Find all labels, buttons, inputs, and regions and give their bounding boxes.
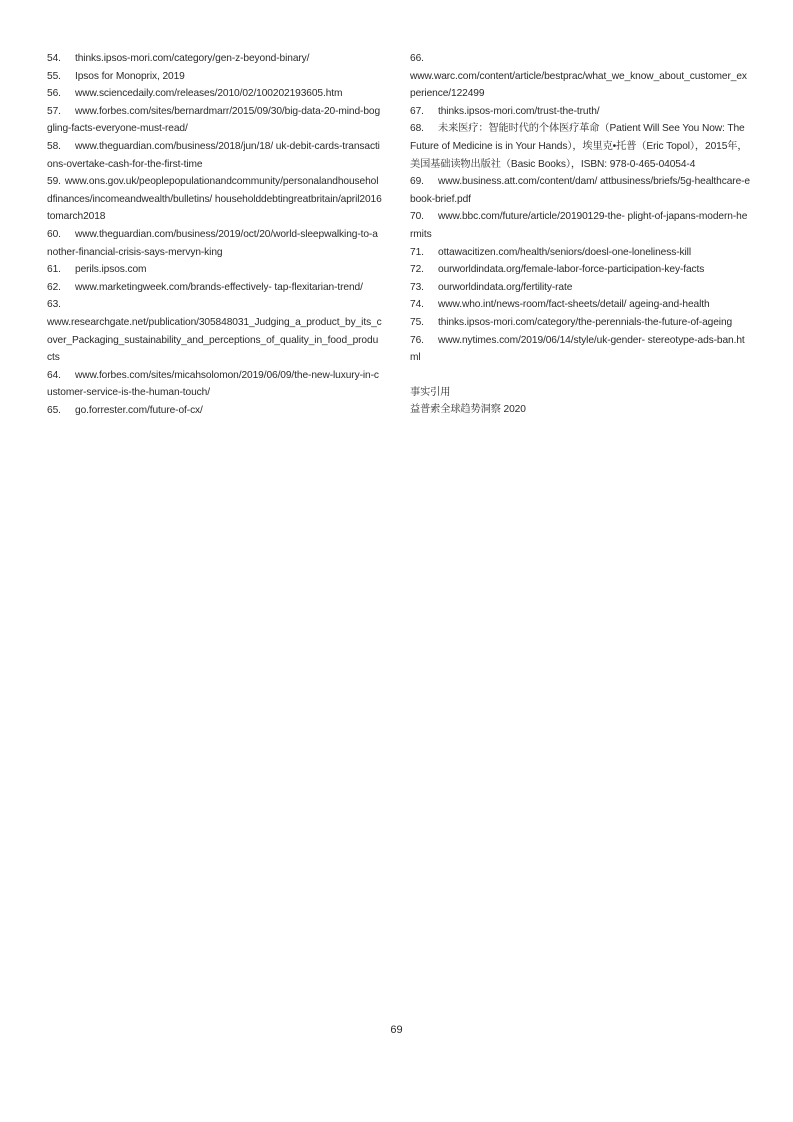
reference-number: 69. <box>410 176 424 188</box>
reference-number: 72. <box>410 264 424 276</box>
reference-number: 71. <box>410 246 424 258</box>
reference-item <box>47 85 383 103</box>
reference-text: www.ons.gov.uk/peoplepopulationandcommunity/personalandhouseholdfinances/incomeandwealth/bulletins/ householddebtingreatbritain/april2016tomarch2018 <box>47 176 382 223</box>
references-right-list <box>410 50 750 367</box>
reference-item <box>47 279 383 297</box>
reference-item <box>410 332 750 367</box>
reference-text: www.forbes.com/sites/bernardmarr/2015/09/30/big-data-20-mind-boggling-facts-everyone-must-read/ <box>47 105 381 135</box>
reference-text: www.researchgate.net/publication/305848031_Judging_a_product_by_its_cover_Packaging_sustainability_and_perceptions_of_quality_in_food_products <box>47 316 382 364</box>
reference-number: 54. <box>47 53 61 64</box>
reference-text: Ipsos for Monoprix, 2019 <box>75 70 185 82</box>
reference-text: go.forrester.com/future-of-cx/ <box>75 404 203 416</box>
reference-item <box>410 314 750 332</box>
reference-number: 76. <box>410 334 424 346</box>
reference-item <box>410 50 750 68</box>
reference-number: 65. <box>47 404 61 416</box>
reference-item <box>47 173 383 226</box>
reference-item <box>47 367 383 402</box>
reference-text: www.theguardian.com/business/2019/oct/20/world-sleepwalking-to-another-financial-crisis-says-mervyn-king <box>47 228 378 258</box>
reference-text: www.sciencedaily.com/releases/2010/02/100202193605.htm <box>75 88 343 100</box>
reference-item <box>410 120 750 173</box>
reference-number: 56. <box>47 88 61 100</box>
reference-number: 57. <box>47 105 61 117</box>
reference-number: 60. <box>47 228 61 240</box>
reference-text: ourworldindata.org/female-labor-force-participation-key-facts <box>438 264 705 276</box>
reference-text: www.who.int/news-room/fact-sheets/detail/ ageing-and-health <box>438 299 710 311</box>
reference-item <box>410 261 750 279</box>
reference-number: 61. <box>47 264 61 276</box>
reference-text: www.marketingweek.com/brands-effectively- tap-flexitarian-trend/ <box>75 281 363 293</box>
source-note-title: 事实引用 <box>410 386 451 398</box>
reference-number: 74. <box>410 299 424 311</box>
reference-text: thinks.ipsos-mori.com/category/gen-z-beyond-binary/ <box>75 53 310 64</box>
reference-text: ottawacitizen.com/health/seniors/doesl-one-loneliness-kill <box>438 246 691 258</box>
reference-number: 70. <box>410 211 424 223</box>
references-right-column <box>410 50 750 419</box>
reference-text: www.warc.com/content/article/bestprac/what_we_know_about_customer_experience/122499 <box>410 70 747 100</box>
reference-item <box>410 244 750 262</box>
reference-text: 未来医疗：智能时代的个体医疗革命（Patient Will See You Now: The Future of Medicine is in Your Hands），埃里克•托普（Eric Topol），2015年，美国基础读物出版社（Basic Books），ISBN: 978-0-465-04054-4 <box>410 123 748 170</box>
reference-item <box>47 314 383 367</box>
reference-number: 58. <box>47 140 61 152</box>
reference-item <box>47 226 383 261</box>
reference-number: 66. <box>410 53 424 64</box>
reference-number: 55. <box>47 70 61 82</box>
reference-number: 59. <box>47 176 61 188</box>
reference-item <box>410 173 750 208</box>
reference-number: 67. <box>410 105 424 117</box>
reference-item <box>410 296 750 314</box>
reference-item <box>410 103 750 121</box>
reference-item <box>47 103 383 138</box>
reference-item <box>47 138 383 173</box>
reference-number: 68. <box>410 123 424 135</box>
reference-item <box>410 208 750 243</box>
reference-text: thinks.ipsos-mori.com/trust-the-truth/ <box>438 105 600 117</box>
reference-item <box>47 68 383 86</box>
references-left-column <box>47 50 383 419</box>
reference-text: www.nytimes.com/2019/06/14/style/uk-gender- stereotype-ads-ban.html <box>410 334 745 364</box>
reference-text: www.bbc.com/future/article/20190129-the- plight-of-japans-modern-hermits <box>410 211 748 240</box>
reference-text: www.business.att.com/content/dam/ attbusiness/briefs/5g-healthcare-ebook-brief.pdf <box>410 176 751 205</box>
reference-text: www.forbes.com/sites/micahsolomon/2019/06/09/the-new-luxury-in-customer-service-is-the-human-touch/ <box>47 369 379 399</box>
reference-text: www.theguardian.com/business/2018/jun/18/ uk-debit-cards-transactions-overtake-cash-for-the-first-time <box>47 140 380 170</box>
reference-text: ourworldindata.org/fertility-rate <box>438 281 573 293</box>
reference-text: thinks.ipsos-mori.com/category/the-perennials-the-future-of-ageing <box>438 316 733 328</box>
reference-number: 64. <box>47 369 61 381</box>
reference-item <box>47 402 383 420</box>
reference-item <box>47 296 383 314</box>
reference-text: perils.ipsos.com <box>75 264 147 276</box>
reference-number: 75. <box>410 316 424 328</box>
reference-number: 63. <box>47 299 61 311</box>
reference-item <box>410 279 750 297</box>
reference-number: 62. <box>47 281 61 293</box>
source-note-publication: 益普索全球趋势洞察 2020 <box>410 404 526 416</box>
source-note <box>410 384 750 419</box>
reference-item <box>410 68 750 103</box>
page-number: 69 <box>390 1024 403 1036</box>
reference-number: 73. <box>410 281 424 293</box>
reference-item <box>47 50 383 68</box>
reference-item <box>47 261 383 279</box>
